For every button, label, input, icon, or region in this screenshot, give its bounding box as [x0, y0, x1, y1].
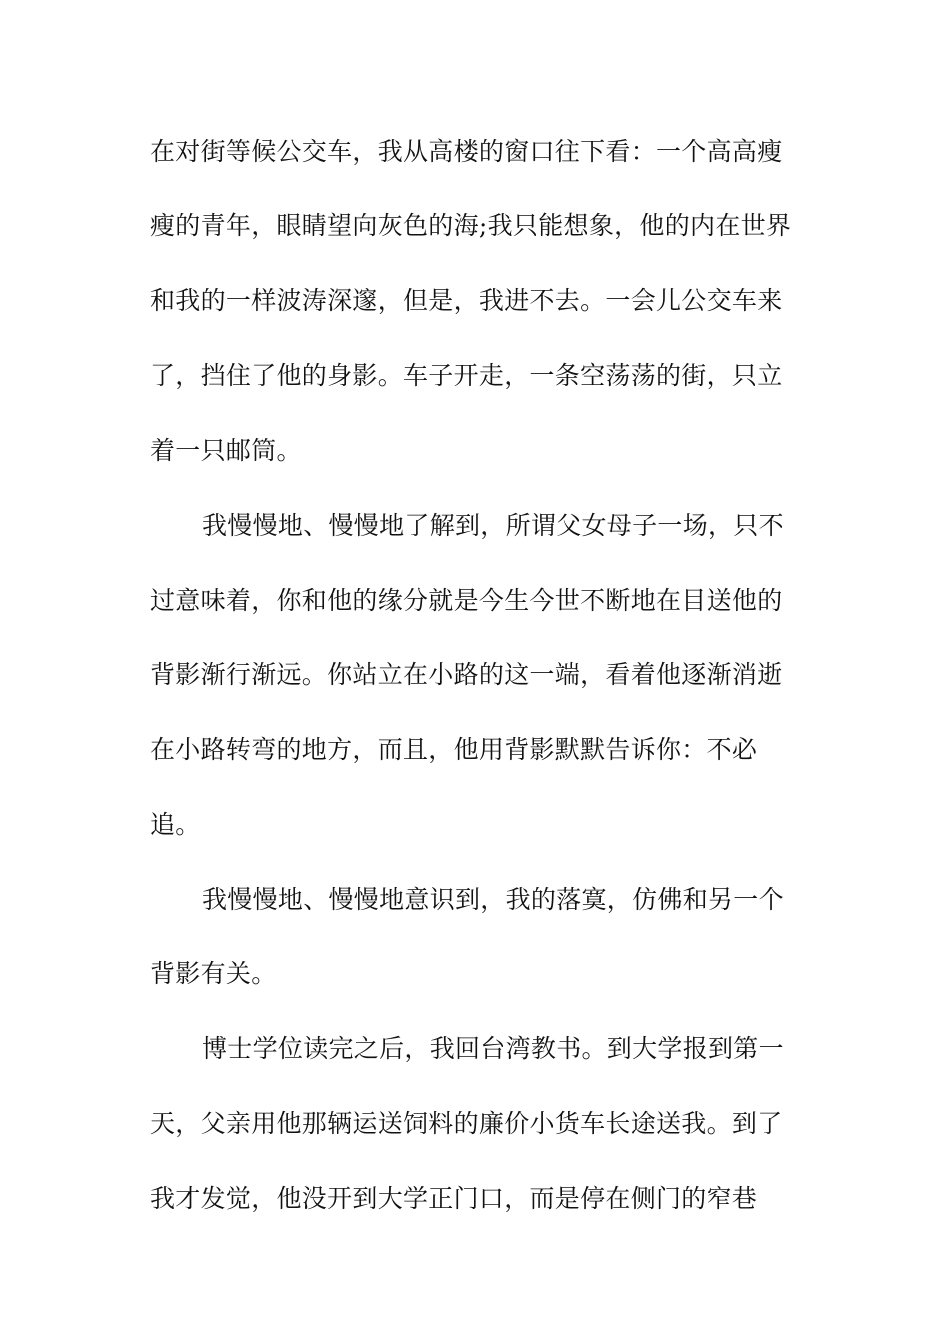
text-line: 着一只邮筒。: [150, 436, 302, 465]
text-line: 在小路转弯的地方，而且，他用背影默默告诉你：不必: [150, 735, 758, 764]
text-line: 背影有关。: [150, 959, 277, 988]
text-line: 过意味着，你和他的缘分就是今生今世不断地在目送他的: [150, 586, 783, 615]
paragraph-first-line: 我慢慢地、慢慢地意识到，我的落寞，仿佛和另一个: [202, 885, 784, 914]
text-line: 天，父亲用他那辆运送饲料的廉价小货车长途送我。到了: [150, 1109, 783, 1138]
text-line: 和我的一样波涛深邃，但是，我进不去。一会儿公交车来: [150, 286, 783, 315]
paragraph-first-line: 我慢慢地、慢慢地了解到，所谓父女母子一场，只不: [202, 511, 784, 540]
paragraph-first-line: 博士学位读完之后，我回台湾教书。到大学报到第一: [202, 1034, 784, 1063]
text-line: 我才发觉，他没开到大学正门口，而是停在侧门的窄巷: [150, 1184, 758, 1213]
text-line: 追。: [150, 810, 201, 839]
text-line: 瘦的青年，眼睛望向灰色的海;我只能想象，他的内在世界: [150, 211, 792, 240]
text-line: 了，挡住了他的身影。车子开走，一条空荡荡的街，只立: [150, 361, 783, 390]
text-line: 在对街等候公交车，我从高楼的窗口往下看：一个高高瘦: [150, 137, 783, 166]
text-line: 背影渐行渐远。你站立在小路的这一端，看着他逐渐消逝: [150, 660, 783, 689]
